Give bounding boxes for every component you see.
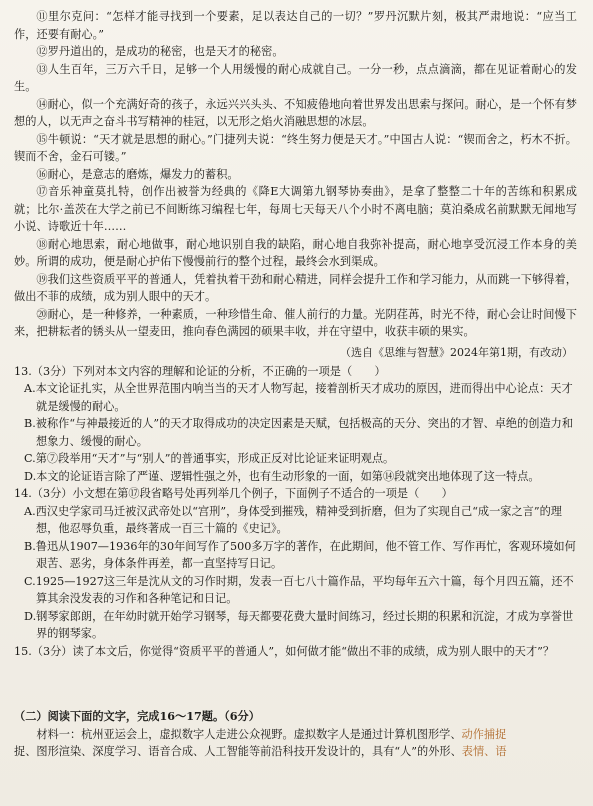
paragraph-16: ⑯耐心，是意志的磨炼，爆发力的蓄积。 (36, 167, 239, 181)
question-14-stem: 14.（3分）小文想在第⑰段省略号处再列举几个例子，下面例子不适合的一项是（ ） (14, 487, 453, 500)
answer-space (14, 660, 577, 708)
paragraph-12: ⑫罗丹道出的，是成功的秘密，也是天才的秘密。 (36, 45, 284, 58)
material-1-faded-text: 动作捕捉 (461, 727, 507, 741)
question-13-stem: 13.（3分）下列对本文内容的理解和论证的分析，不正确的一项是（ ） (14, 364, 386, 378)
question-14-option-b: B.鲁迅从1907—1936年的30年间写作了500多万字的著作，在此期间，他不管工作、写作再忙，客观环境如何艰苦、恶劣，身体条件再差，都一直坚持写日记。 (24, 539, 576, 570)
question-15-stem: 15.（3分）读了本文后，你觉得“资质平平的普通人”，如何做才能“做出不菲的成绩，成为别人眼中的天才”？ (14, 644, 555, 658)
article-source: （选自《思维与智慧》2024年第1期，有改动） (340, 345, 573, 359)
paragraph-13: ⑬人生百年，三万六千日，足够一个人用缓慢的耐心成就自己。一分一秒，点点滴滴，都在见证着耐心的发生。 (14, 62, 577, 93)
material-1 (14, 726, 577, 744)
material-1-line-2-text: 捉、图形渲染、深度学习、语音合成、人工智能等前沿科技开发设计的，具有“人”的外形、 (14, 745, 462, 758)
paragraph-11: ⑪里尔克问：“怎样才能寻找到一个要素，足以表达自己的一切？”罗丹沉默片刻，极其严肃地说：“应当工作，还要有耐心。” (14, 10, 577, 41)
material-1-line-2-faded-text: 表情、语 (461, 745, 507, 758)
question-13 (14, 363, 577, 486)
section-2-heading: （二）阅读下面的文字，完成16～17题。（6分） (14, 709, 260, 723)
material-1-text: 材料一：杭州亚运会上，虚拟数字人走进公众视野。虚拟数字人是通过计算机图形学、 (36, 727, 462, 741)
paragraph-15: ⑮牛顿说：“天才就是思想的耐心。”门捷列夫说：“终生努力便是天才。”中国古人说：“锲而舍之，朽木不折。锲而不舍，金石可镂。” (14, 132, 577, 163)
question-14-option-c: C.1925—1927这三年是沈从文的习作时期，发表一百七八十篇作品，平均每年五六十篇，每个月四五篇，还不算其余没发表的习作和各种笔记和日记。 (24, 574, 574, 605)
question-13-option-b: B.被称作“与神最接近的人”的天才取得成功的决定因素是天赋，包括极高的天分、突出的才智、卓绝的创造力和想象力、缓慢的耐心。 (24, 417, 574, 448)
question-14-option-d: D.钢琴家郎朗，在年幼时就开始学习钢琴，每天都要花费大量时间练习，经过长期的积累和沉淀，才成为享誉世界的钢琴家。 (24, 609, 574, 640)
question-13-option-d: D.本文的论证语言除了严谨、逻辑性强之外，也有生动形象的一面，如第⑭段就突出地体现了这一特点。 (24, 469, 540, 483)
question-14-option-a: A.西汉史学家司马迁被汉武帝处以“宫刑”，身体受到摧残，精神受到折磨，但为了实现自己“成一家之言”的理想，他忍辱负重，最终著成一百三十篇的《史记》。 (24, 504, 562, 535)
paragraph-17: ⑰音乐神童莫扎特，创作出被誉为经典的《降E大调第九钢琴协奏曲》，是拿了整整二十年的苦练和积累成就；比尔·盖茨在大学之前已不间断练习编程七年，每周七天每天八个小时不离电脑；莫泊桑成名前默默无闻地写小说、诗歌近十年…… (14, 185, 577, 233)
question-15 (14, 643, 577, 661)
question-14 (14, 485, 577, 643)
question-13-option-c: C.第⑦段举用“天才”与“别人”的普通事实，形成正反对比论证来证明观点。 (24, 452, 395, 465)
paragraph-20: ⑳耐心，是一种修养，一种素质，一种珍惜生命、催人前行的力量。光阴荏苒，时光不待，耐心会让时间慢下来，把耕耘者的锈头从一望麦田，推向春色满园的硕果丰收，并在守望中，收获丰硕的果实。 (14, 307, 577, 338)
paragraph-14: ⑭耐心，似一个充满好奇的孩子，永远兴兴头头、不知疲倦地向着世界发出思索与探问。耐心，是一个怀有梦想的人，以无声之奋斗书写精神的桂冠，以无形之焰火消融思想的冰层。 (14, 97, 577, 128)
paragraph-19: ⑲我们这些资质平平的普通人，凭着执着干劲和耐心精进，同样会提升工作和学习能力，从而跳一下够得着，做出不菲的成绩，成为别人眼中的天才。 (14, 272, 577, 303)
paragraph-18: ⑱耐心地思索，耐心地做事，耐心地识别自我的缺陷，耐心地自我弥补提高，耐心地享受沉浸工作本身的美妙。所谓的成功，便是耐心护佑下慢慢前行的整个过程，最终会水到渠成。 (14, 237, 577, 268)
material-1-line-2 (14, 743, 577, 761)
question-13-option-a: A.本文论证扎实，从全世界范围内响当当的天才人物写起，接着剖析天才成功的原因，进而得出中心论点：天才就是缓慢的耐心。 (24, 382, 573, 413)
